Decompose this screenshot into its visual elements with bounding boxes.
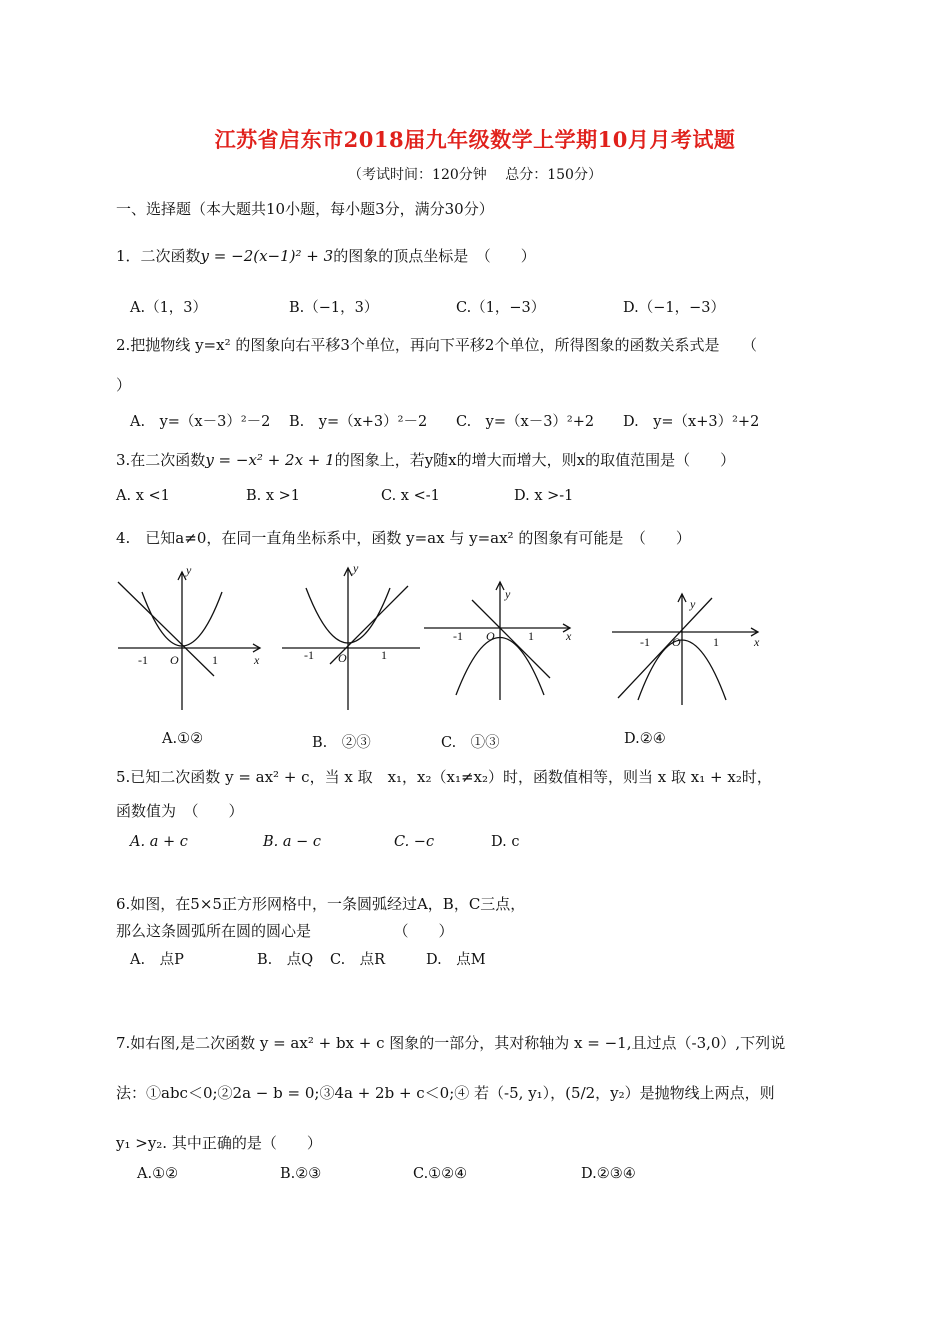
question-7-stem: 7.如右图,是二次函数 y = ax² + bx + c 图象的一部分，其对称轴为 x = −1,且过点（-3,0）,下列说 xyxy=(116,1034,786,1052)
question-7-stem-end: y₁ >y₂. 其中正确的是（ ） xyxy=(116,1134,322,1152)
question-3-option-b[interactable]: B. x >1 xyxy=(246,488,301,504)
question-3-formula: y = −x² + 2x + 1 xyxy=(205,451,335,469)
graph-1-one: 1 xyxy=(212,653,218,667)
graph-3-neg-one: -1 xyxy=(453,629,463,643)
question-6-option-a[interactable]: A. 点P xyxy=(130,952,184,968)
question-5-option-c[interactable]: C. −c xyxy=(394,834,435,850)
question-5-option-a[interactable]: A. a + c xyxy=(130,834,188,850)
graph-3-y-label: y xyxy=(505,587,511,601)
question-1-option-a[interactable]: A.（1，3） xyxy=(130,300,208,316)
question-5-stem: 5.已知二次函数 y = ax² + c，当 x 取 x₁，x₂（x₁≠x₂）时，函数值相等，则当 x 取 x₁ + x₂时， xyxy=(116,768,772,786)
question-2-option-b[interactable]: B. y=（x+3）²－2 xyxy=(289,414,428,430)
question-2-stem: 2.把抛物线 y=x² 的图象向右平移3个单位，再向下平移2个单位，所得图象的函数关系式是 （ xyxy=(116,336,757,354)
graph-2-one: 1 xyxy=(381,648,387,662)
graph-2-neg-one: -1 xyxy=(304,648,314,662)
section-heading: 一、选择题（本大题共10小题，每小题3分，满分30分） xyxy=(116,200,494,218)
question-4-option-b[interactable]: B. ②③ xyxy=(312,735,371,751)
graph-2 xyxy=(282,568,420,710)
question-3-stem: 3.在二次函数y = −x² + 2x + 1的图象上，若y随x的增大而增大，则x的取值范围是（ ） xyxy=(116,451,736,469)
question-6-stem: 6.如图，在5×5正方形网格中，一条圆弧经过A，B，C三点， xyxy=(116,895,526,913)
question-2-option-c[interactable]: C. y=（x－3）²+2 xyxy=(456,414,595,430)
graph-3-x-label: x xyxy=(566,629,572,643)
question-5-option-d[interactable]: D. c xyxy=(491,834,520,850)
graph-1-neg-one: -1 xyxy=(138,653,148,667)
question-1-formula: y = −2(x−1)² + 3 xyxy=(200,247,334,265)
graph-1-x-label: x xyxy=(254,653,260,667)
graph-4 xyxy=(612,594,758,705)
question-4-option-a[interactable]: A.①② xyxy=(162,731,204,747)
question-6-option-d[interactable]: D. 点M xyxy=(426,952,486,968)
question-7-stem-cont: 法：①abc＜0;②2a − b = 0;③4a + 2b + c＜0;④ 若（-5, y₁），(5/2，y₂）是抛物线上两点，则 xyxy=(116,1084,775,1102)
question-7-option-b[interactable]: B.②③ xyxy=(280,1166,322,1182)
question-6-option-b[interactable]: B. 点Q xyxy=(257,952,314,968)
question-6-stem-cont: 那么这条圆弧所在圆的圆心是 （ ） xyxy=(116,922,454,940)
question-4-option-d[interactable]: D.②④ xyxy=(624,731,666,747)
question-4-option-c[interactable]: C. ①③ xyxy=(441,735,500,751)
graph-3 xyxy=(424,582,570,700)
graph-2-y-label: y xyxy=(353,561,359,575)
question-1-stem: 1．二次函数y = −2(x−1)² + 3的图象的顶点坐标是 （ ） xyxy=(116,247,536,265)
question-4-graphs xyxy=(110,560,790,720)
page-title: 江苏省启东市2018届九年级数学上学期10月月考试题 xyxy=(214,127,736,152)
question-1-option-b[interactable]: B.（−1，3） xyxy=(289,300,379,316)
graph-3-origin: O xyxy=(486,629,495,643)
question-1-option-d[interactable]: D.（−1，−3） xyxy=(623,300,725,316)
graph-2-origin: O xyxy=(338,651,347,665)
exam-info: （考试时间：120分钟 总分：150分） xyxy=(348,167,602,183)
question-2-option-d[interactable]: D. y=（x+3）²+2 xyxy=(623,414,760,430)
graph-1 xyxy=(118,572,260,710)
question-5-stem-cont: 函数值为 （ ） xyxy=(116,802,244,820)
question-7-option-d[interactable]: D.②③④ xyxy=(581,1166,636,1182)
graph-4-y-label: y xyxy=(690,597,696,611)
question-3-option-a[interactable]: A. x <1 xyxy=(116,488,170,504)
question-7-option-c[interactable]: C.①②④ xyxy=(413,1166,468,1182)
question-5-option-b[interactable]: B. a − c xyxy=(263,834,322,850)
question-2-option-a[interactable]: A. y=（x－3）²－2 xyxy=(130,414,271,430)
graph-4-origin: O xyxy=(672,635,681,649)
question-7-option-a[interactable]: A.①② xyxy=(137,1166,179,1182)
question-3-option-c[interactable]: C. x <-1 xyxy=(381,488,440,504)
graph-1-origin: O xyxy=(170,653,179,667)
graph-4-neg-one: -1 xyxy=(640,635,650,649)
question-4-stem: 4. 已知a≠0，在同一直角坐标系中，函数 y=ax 与 y=ax² 的图象有可能是 （ ） xyxy=(116,529,691,547)
graph-4-one: 1 xyxy=(713,635,719,649)
graph-1-y-label: y xyxy=(186,563,192,577)
question-3-option-d[interactable]: D. x >-1 xyxy=(514,488,574,504)
graph-4-x-label: x xyxy=(754,635,760,649)
graph-3-one: 1 xyxy=(528,629,534,643)
question-1-option-c[interactable]: C.（1，−3） xyxy=(456,300,546,316)
question-2-stem-cont: ） xyxy=(116,376,132,394)
question-6-option-c[interactable]: C. 点R xyxy=(330,952,386,968)
